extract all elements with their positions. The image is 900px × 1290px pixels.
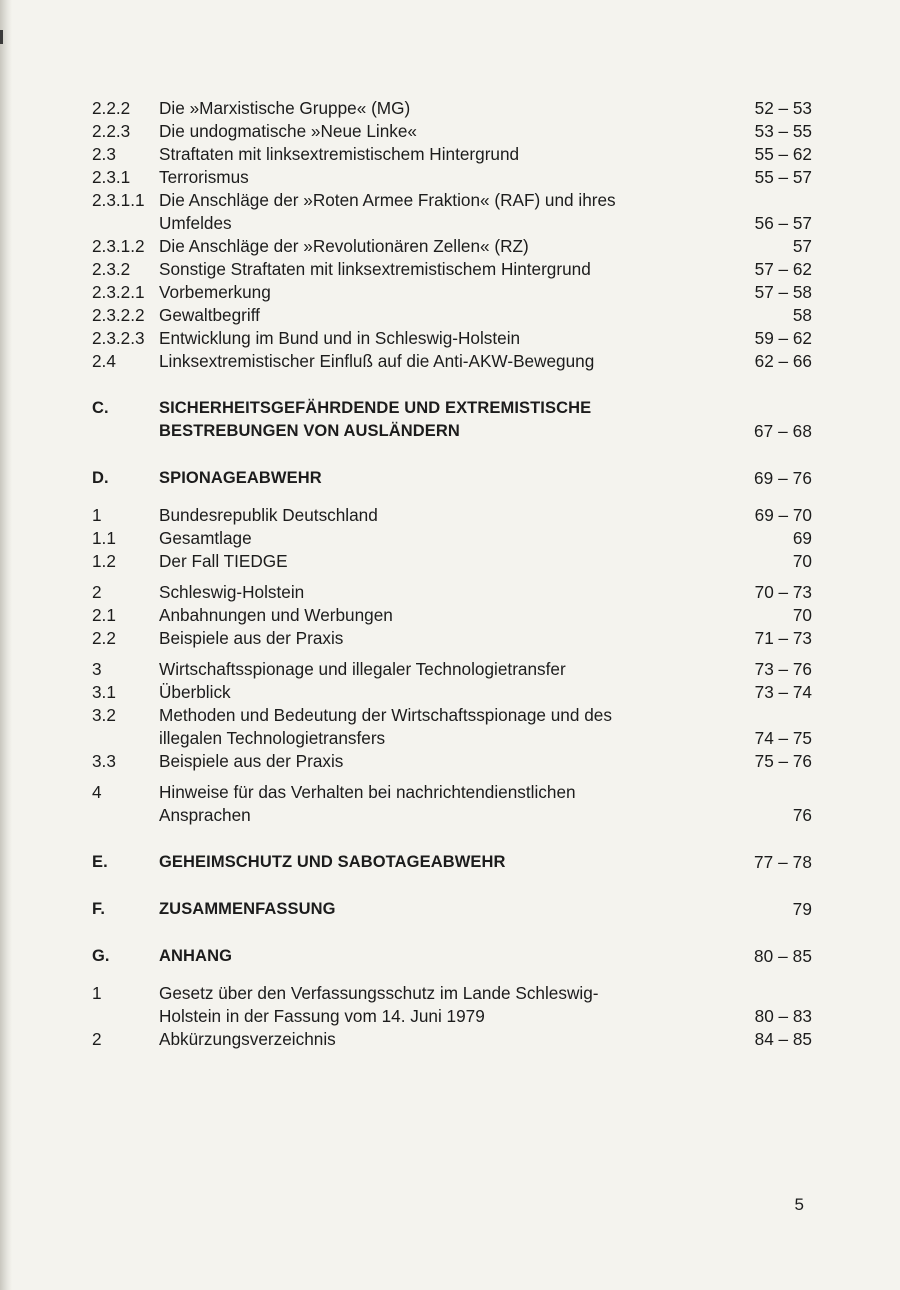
toc-row [92,281,812,304]
toc-title: Hinweise für das Verhalten bei nachrichtendienstlichen [159,782,576,802]
section-letter: E. [92,853,108,871]
toc-title: Linksextremistischer Einfluß auf die Anti-AKW-Bewegung [159,351,595,371]
toc-number: 2.1 [92,605,116,625]
toc-pages: 58 [792,305,812,325]
toc-pages: 70 – 73 [754,582,812,602]
table-of-contents [92,97,812,1051]
toc-row [92,504,812,527]
section-letter: D. [92,469,109,487]
toc-row [92,166,812,189]
toc-pages: 62 – 66 [754,351,812,371]
toc-number: 1 [92,983,102,1003]
toc-pages: 55 – 62 [754,144,812,164]
toc-number: 2.2.2 [92,98,131,118]
section-heading-c-cont [92,420,812,443]
toc-pages: 73 – 76 [754,659,812,679]
toc-row [92,189,812,212]
section-heading-g [92,945,812,968]
toc-title: Vorbemerkung [159,282,271,302]
toc-title: Die »Marxistische Gruppe« (MG) [159,98,411,118]
toc-number: 3 [92,659,102,679]
toc-number: 2.3 [92,144,116,164]
toc-pages: 80 – 83 [754,1006,812,1026]
toc-row [92,781,812,804]
toc-number: 2.3.2 [92,259,131,279]
toc-number: 2.3.1 [92,167,131,187]
toc-number: 2 [92,1029,102,1049]
toc-number: 1.2 [92,551,116,571]
toc-row [92,235,812,258]
page-number: 5 [794,1195,804,1214]
toc-pages: 69 [792,528,812,548]
page-corner-mark [0,30,3,44]
toc-number: 2.3.1.1 [92,190,145,210]
toc-row [92,212,812,235]
section-title: SPIONAGEABWEHR [159,469,322,487]
toc-row [92,143,812,166]
toc-row [92,627,812,650]
toc-row [92,304,812,327]
toc-row [92,604,812,627]
toc-pages: 57 – 58 [754,282,812,302]
toc-title: Umfeldes [159,213,232,233]
toc-number: 3.2 [92,705,116,725]
section-pages: 77 – 78 [753,852,812,872]
toc-pages: 75 – 76 [754,751,812,771]
toc-row [92,1028,812,1051]
toc-title: Sonstige Straftaten mit linksextremistischem Hintergrund [159,259,591,279]
toc-pages: 70 [792,551,812,571]
toc-row [92,350,812,373]
toc-pages: 76 [792,805,812,825]
toc-row [92,581,812,604]
toc-pages: 57 [792,236,812,256]
toc-title: Gesamtlage [159,528,252,548]
toc-pages: 74 – 75 [754,728,812,748]
toc-row [92,681,812,704]
toc-pages: 53 – 55 [754,121,812,141]
toc-pages: 57 – 62 [754,259,812,279]
section-title: ANHANG [159,947,233,965]
toc-pages: 59 – 62 [754,328,812,348]
section-heading-d [92,467,812,490]
toc-row [92,804,812,827]
toc-title: Gesetz über den Verfassungsschutz im Lande Schleswig- [159,983,599,1003]
toc-number: 2.3.2.2 [92,305,145,325]
toc-row [92,120,812,143]
toc-number: 2.3.2.1 [92,282,145,302]
toc-row [92,1005,812,1028]
toc-row [92,704,812,727]
toc-number: 2.3.1.2 [92,236,145,256]
toc-title: Beispiele aus der Praxis [159,751,344,771]
toc-row [92,527,812,550]
toc-pages: 84 – 85 [754,1029,812,1049]
section-letter: C. [92,399,109,417]
section-title: SICHERHEITSGEFÄHRDENDE UND EXTREMISTISCHE [159,399,592,417]
toc-pages: 70 [792,605,812,625]
toc-row [92,550,812,573]
toc-title: Gewaltbegriff [159,305,260,325]
toc-title: Entwicklung im Bund und in Schleswig-Holstein [159,328,521,348]
toc-pages: 52 – 53 [754,98,812,118]
toc-number: 1.1 [92,528,116,548]
toc-pages: 56 – 57 [754,213,812,233]
toc-title: Überblick [159,682,231,702]
toc-title: Terrorismus [159,167,249,187]
toc-title: Wirtschaftsspionage und illegaler Technologietransfer [159,659,566,679]
toc-pages: 73 – 74 [754,682,812,702]
toc-number: 2.2 [92,628,116,648]
toc-pages: 69 – 70 [754,505,812,525]
toc-number: 3.1 [92,682,116,702]
section-title: GEHEIMSCHUTZ UND SABOTAGEABWEHR [159,853,506,871]
toc-number: 3.3 [92,751,116,771]
toc-pages: 55 – 57 [754,167,812,187]
section-letter: F. [92,900,106,918]
toc-title: Beispiele aus der Praxis [159,628,344,648]
toc-title: Die Anschläge der »Revolutionären Zellen« (RZ) [159,236,529,256]
toc-number: 2.4 [92,351,116,371]
toc-row [92,258,812,281]
section-pages: 80 – 85 [753,946,812,966]
page-edge-shadow [0,0,12,1290]
toc-number: 4 [92,782,102,802]
section-pages: 67 – 68 [753,421,812,441]
section-pages: 79 [792,899,812,919]
section-heading-e [92,851,812,874]
toc-title: Abkürzungsverzeichnis [159,1029,336,1049]
toc-pages: 71 – 73 [754,628,812,648]
toc-row [92,727,812,750]
toc-row [92,658,812,681]
toc-title: Ansprachen [159,805,251,825]
toc-title: Die undogmatische »Neue Linke« [159,121,417,141]
toc-title: Straftaten mit linksextremistischem Hintergrund [159,144,520,164]
section-heading-f [92,898,812,921]
toc-title: Methoden und Bedeutung der Wirtschaftsspionage und des [159,705,612,725]
toc-number: 2.3.2.3 [92,328,145,348]
toc-title: Holstein in der Fassung vom 14. Juni 1979 [159,1006,485,1026]
toc-title: Bundesrepublik Deutschland [159,505,378,525]
toc-title: Der Fall TIEDGE [159,551,288,571]
section-heading-c [92,397,812,420]
toc-row [92,982,812,1005]
section-title: BESTREBUNGEN VON AUSLÄNDERN [159,422,460,440]
toc-title: illegalen Technologietransfers [159,728,386,748]
toc-row [92,327,812,350]
toc-row [92,750,812,773]
toc-number: 1 [92,505,102,525]
toc-number: 2 [92,582,102,602]
toc-title: Die Anschläge der »Roten Armee Fraktion« (RAF) und ihres [159,190,616,210]
toc-row [92,97,812,120]
section-title: ZUSAMMENFASSUNG [159,900,336,918]
toc-title: Anbahnungen und Werbungen [159,605,393,625]
section-pages: 69 – 76 [753,468,812,488]
section-letter: G. [92,947,110,965]
toc-number: 2.2.3 [92,121,131,141]
toc-title: Schleswig-Holstein [159,582,305,602]
